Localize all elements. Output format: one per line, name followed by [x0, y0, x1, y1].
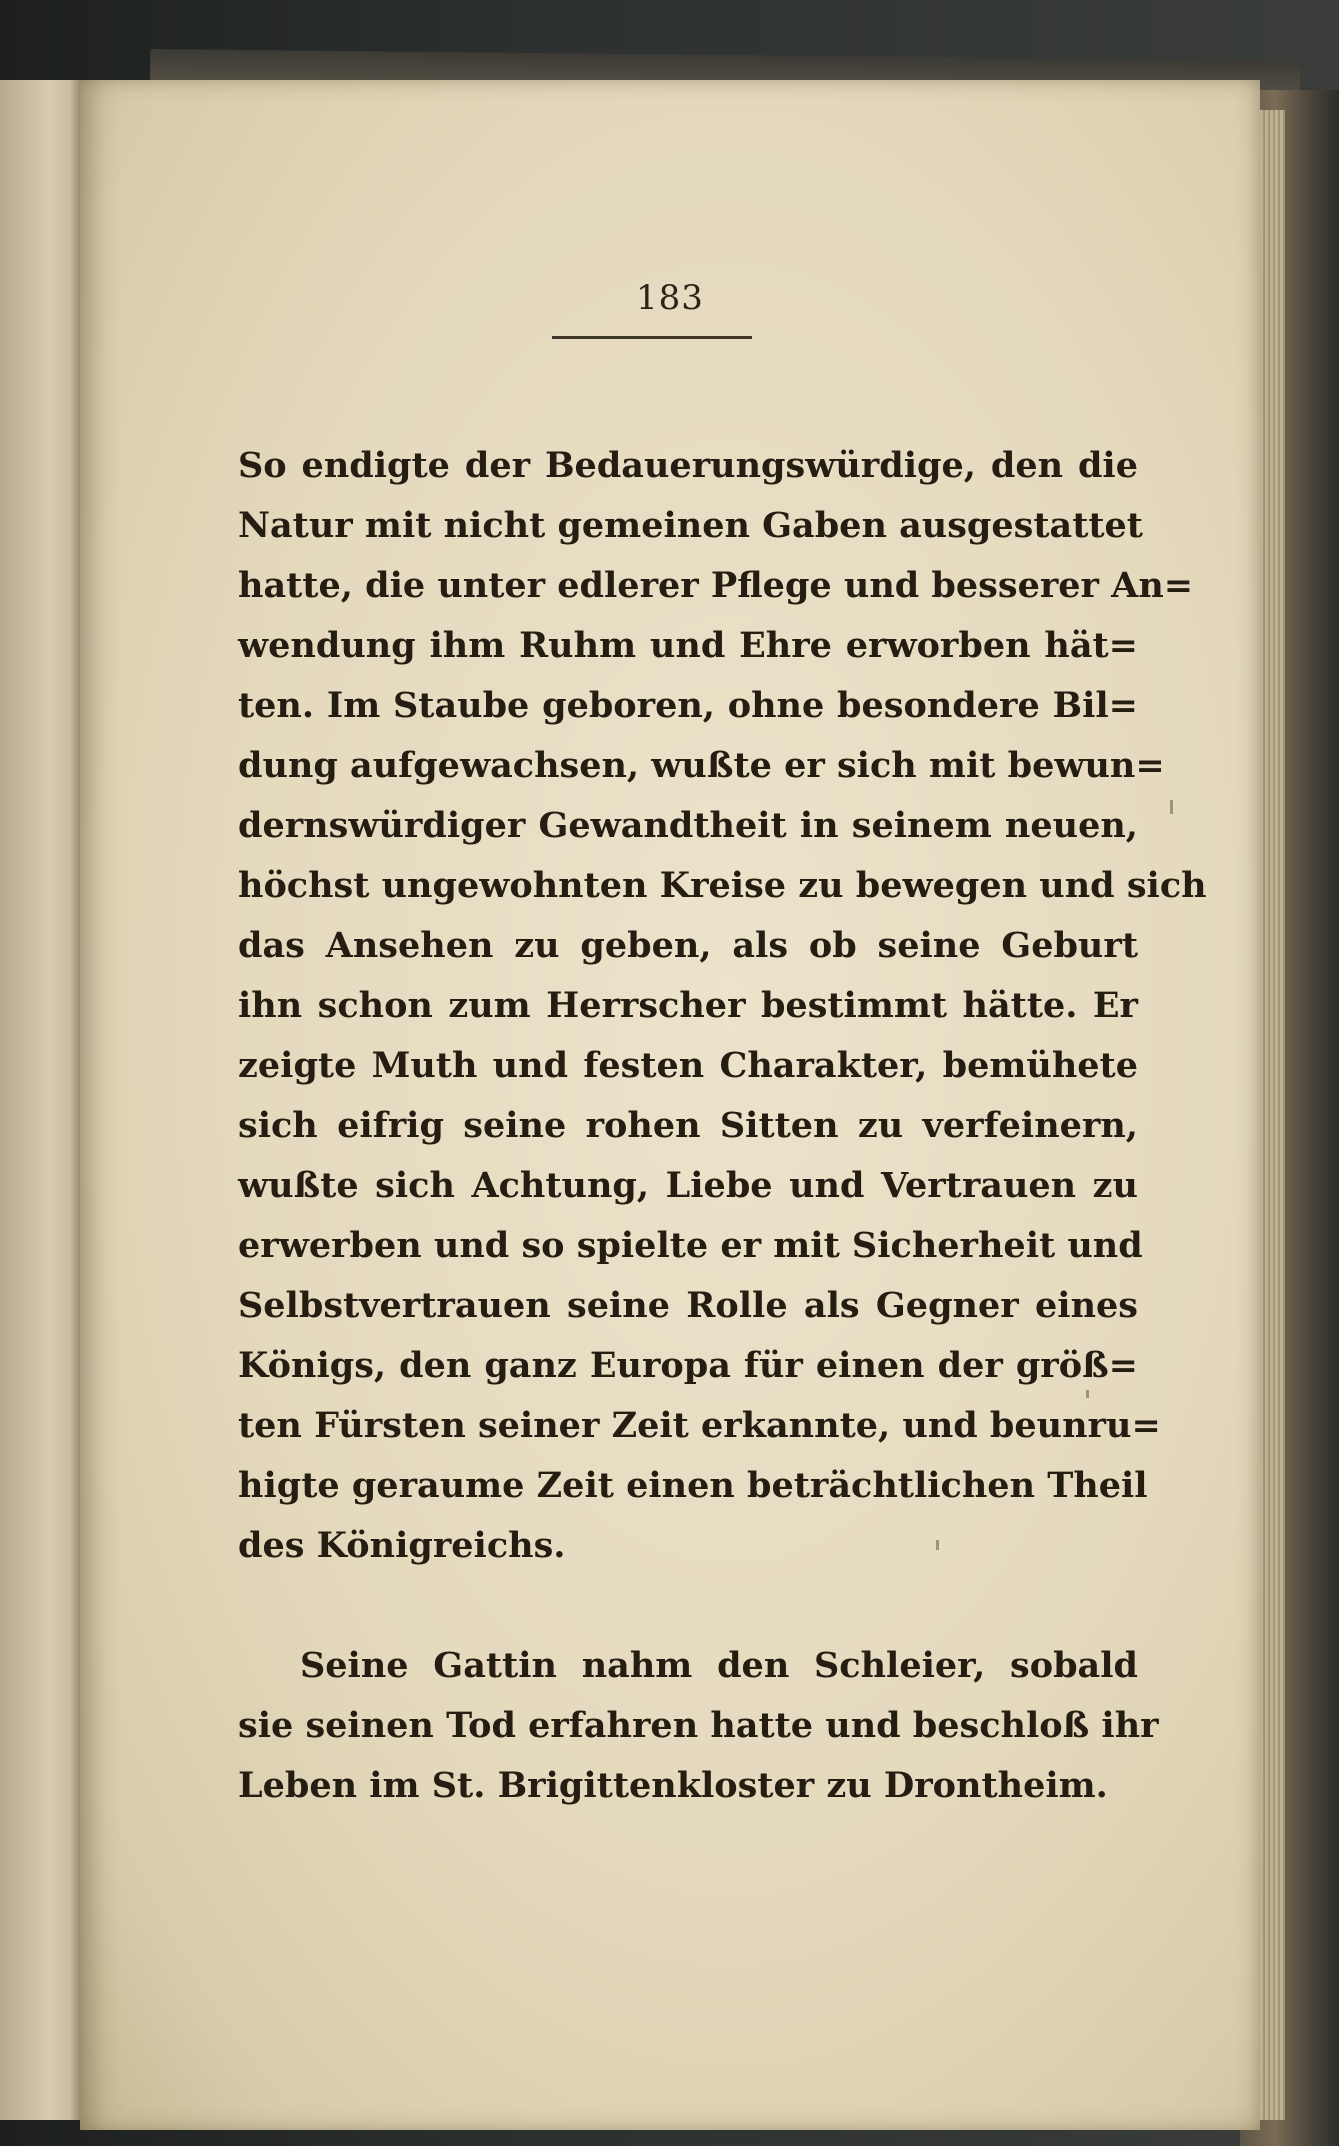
text-line: des Königreichs.: [238, 1525, 566, 1566]
text-line: ten Fürsten seiner Zeit erkannte, und beunru=: [238, 1405, 1161, 1446]
text-line: So endigte der Bedauerungswürdige, den die: [238, 445, 1138, 486]
text-line: zeigte Muth und festen Charakter, bemühete: [238, 1045, 1138, 1086]
paragraph-gap: [238, 1576, 1138, 1636]
right-page: [80, 80, 1260, 2130]
left-page-edge: [0, 80, 82, 2120]
text-line: sie seinen Tod erfahren hatte und beschloß ihr: [238, 1705, 1159, 1746]
text-line: ihn schon zum Herrscher bestimmt hätte. Er: [238, 985, 1138, 1026]
text-line: dernswürdiger Gewandtheit in seinem neuen,: [238, 805, 1138, 846]
text-line: Selbstvertrauen seine Rolle als Gegner eines: [238, 1285, 1138, 1326]
paper-speck: [1170, 800, 1173, 814]
text-line: Königs, den ganz Europa für einen der größ=: [238, 1345, 1138, 1386]
page-number: 183: [636, 278, 704, 318]
text-line: Leben im St. Brigittenkloster zu Drontheim.: [238, 1765, 1108, 1806]
text-line: höchst ungewohnten Kreise zu bewegen und sich: [238, 865, 1207, 906]
paragraph-1: [238, 436, 1207, 1576]
page-body-text: [238, 436, 1207, 1816]
text-line: Natur mit nicht gemeinen Gaben ausgestattet: [238, 505, 1143, 546]
text-line: higte geraume Zeit einen beträchtlichen Theil: [238, 1465, 1148, 1506]
text-line: wendung ihm Ruhm und Ehre erworben hät=: [238, 625, 1138, 666]
text-line: sich eifrig seine rohen Sitten zu verfeinern,: [238, 1105, 1138, 1146]
text-line: dung aufgewachsen, wußte er sich mit bewun=: [238, 745, 1165, 786]
text-line: wußte sich Achtung, Liebe und Vertrauen zu: [238, 1165, 1138, 1206]
text-line: ten. Im Staube geboren, ohne besondere Bil=: [238, 685, 1138, 726]
text-line: das Ansehen zu geben, als ob seine Geburt: [238, 925, 1138, 966]
page-number-rule: [552, 336, 752, 339]
paragraph-2: [238, 1636, 1159, 1816]
text-line: Seine Gattin nahm den Schleier, sobald: [300, 1645, 1138, 1686]
text-line: erwerben und so spielte er mit Sicherheit und: [238, 1225, 1143, 1266]
text-line: hatte, die unter edlerer Pflege und besserer An=: [238, 565, 1194, 606]
